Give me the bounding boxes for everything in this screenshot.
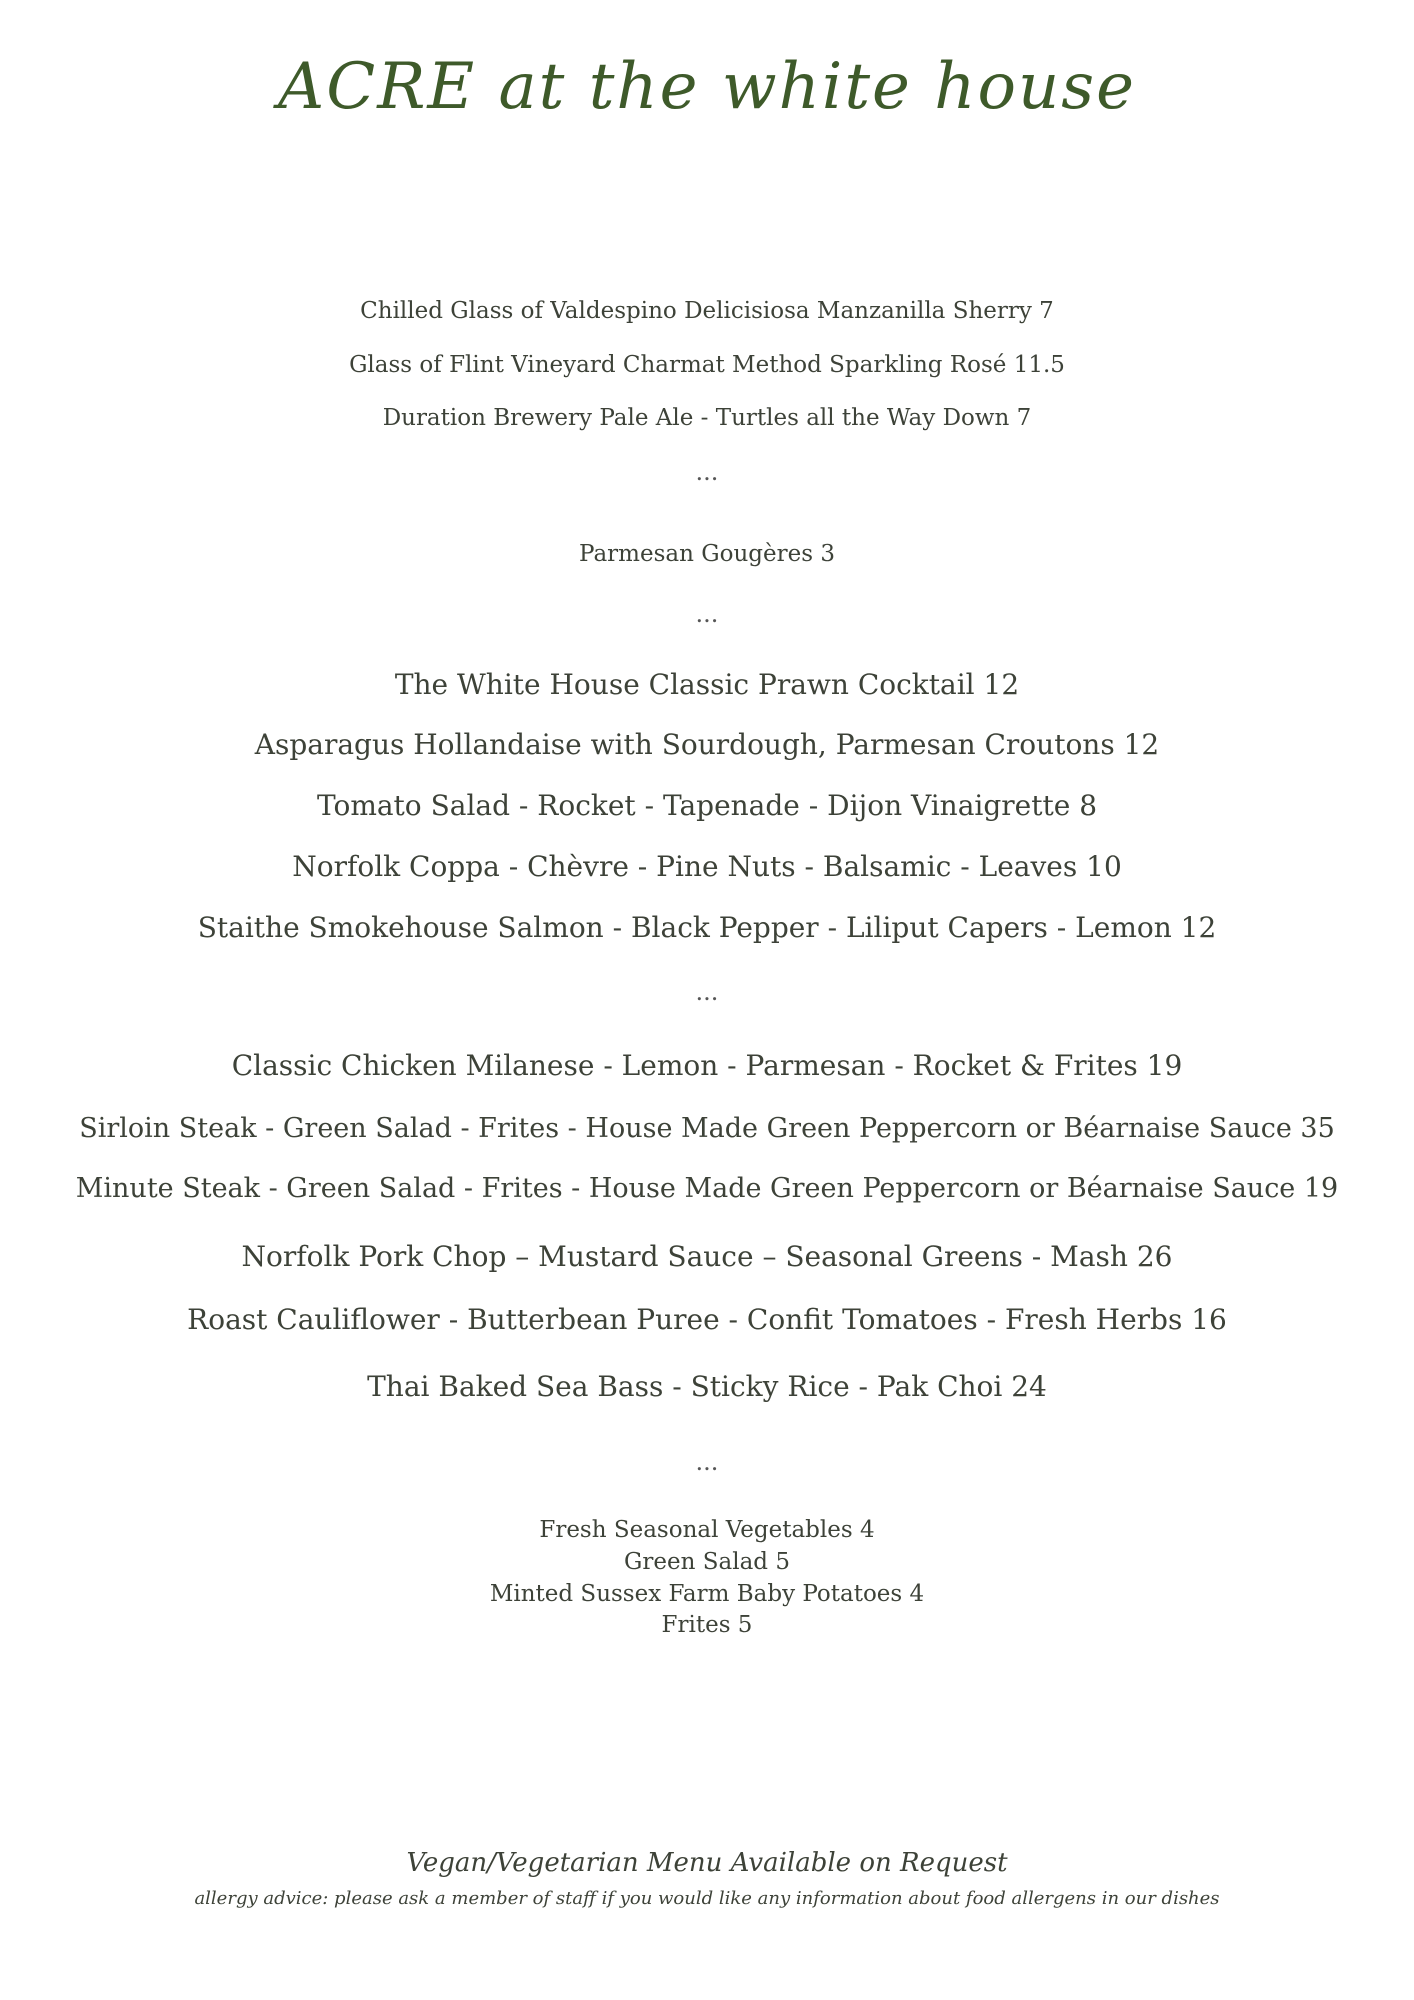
starter-item-prawn-cocktail: The White House Classic Prawn Cocktail 12 <box>394 668 1020 701</box>
vegan-menu-note: Vegan/Vegetarian Menu Available on Request <box>406 1848 1008 1878</box>
side-item-baby-potatoes: Minted Sussex Farm Baby Potatoes 4 <box>489 1581 925 1607</box>
main-item-chicken-milanese: Classic Chicken Milanese - Lemon - Parmesan - Rocket & Frites 19 <box>231 1049 1183 1082</box>
section-separator: ... <box>695 978 719 1006</box>
main-item-minute-steak: Minute Steak - Green Salad - Frites - House Made Green Peppercorn or Béarnaise Sauce 19 <box>75 1173 1339 1204</box>
drink-item-rose: Glass of Flint Vineyard Charmat Method Sparkling Rosé 11.5 <box>349 352 1065 378</box>
menu-title: ACRE at the white house <box>278 50 1136 124</box>
starter-item-asparagus: Asparagus Hollandaise with Sourdough, Parmesan Croutons 12 <box>254 728 1160 761</box>
side-item-frites: Frites 5 <box>661 1612 753 1638</box>
section-separator: ... <box>695 458 719 486</box>
main-item-roast-cauliflower: Roast Cauliflower - Butterbean Puree - Confit Tomatoes - Fresh Herbs 16 <box>187 1303 1227 1336</box>
drink-item-pale-ale: Duration Brewery Pale Ale - Turtles all the Way Down 7 <box>382 405 1032 431</box>
snack-item-gougeres: Parmesan Gougères 3 <box>579 541 835 567</box>
main-item-sirloin-steak: Sirloin Steak - Green Salad - Frites - House Made Green Peppercorn or Béarnaise Sauce 35 <box>79 1113 1335 1144</box>
starter-item-norfolk-coppa: Norfolk Coppa - Chèvre - Pine Nuts - Balsamic - Leaves 10 <box>292 850 1122 883</box>
side-item-green-salad: Green Salad 5 <box>624 1549 790 1575</box>
section-separator: ... <box>695 1448 719 1476</box>
starter-item-smoked-salmon: Staithe Smokehouse Salmon - Black Pepper - Liliput Capers - Lemon 12 <box>197 911 1217 944</box>
starter-item-tomato-salad: Tomato Salad - Rocket - Tapenade - Dijon Vinaigrette 8 <box>316 789 1098 822</box>
main-item-sea-bass: Thai Baked Sea Bass - Sticky Rice - Pak Choi 24 <box>367 1370 1047 1403</box>
section-separator: ... <box>695 600 719 628</box>
main-item-pork-chop: Norfolk Pork Chop – Mustard Sauce – Seasonal Greens - Mash 26 <box>241 1240 1173 1273</box>
side-item-vegetables: Fresh Seasonal Vegetables 4 <box>539 1517 875 1543</box>
allergy-advice-note: allergy advice: please ask a member of staff if you would like any information about food allergens in our dishes <box>194 1888 1220 1909</box>
drink-item-sherry: Chilled Glass of Valdespino Delicisiosa Manzanilla Sherry 7 <box>360 298 1054 324</box>
